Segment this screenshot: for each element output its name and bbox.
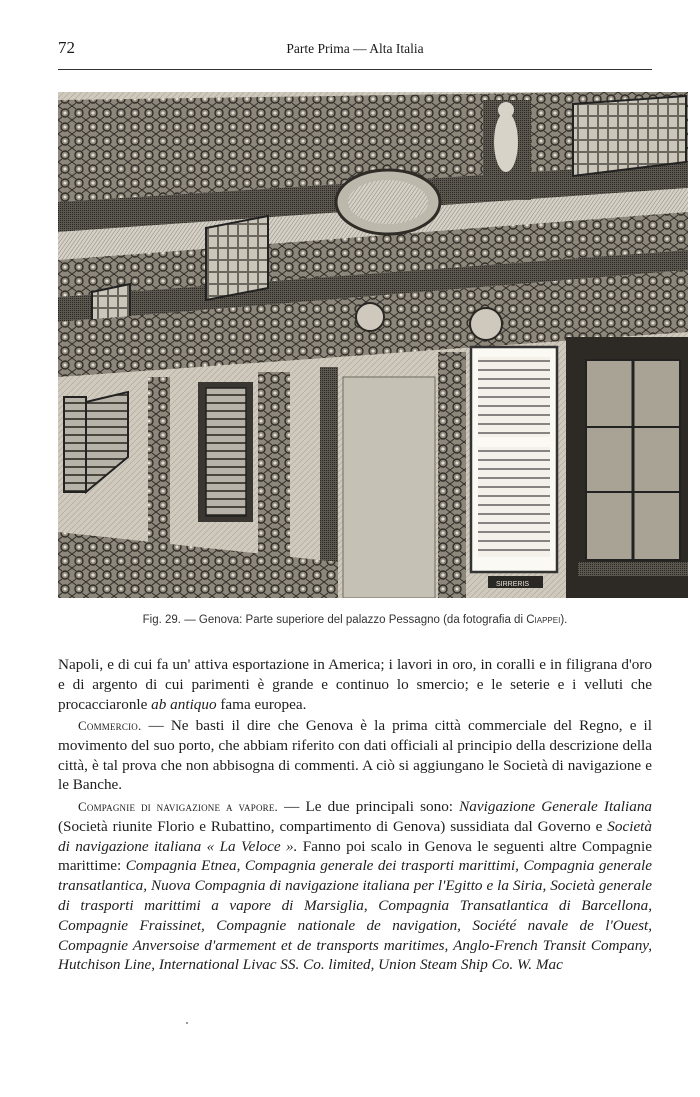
paragraph-exports — [58, 655, 652, 714]
caption-end: ). — [560, 614, 568, 626]
section-head-commercio: Commercio. — [78, 718, 142, 733]
paragraph-compagnie — [58, 797, 652, 975]
engraver-signature: SIRRERIS — [496, 581, 530, 588]
figure-caption — [58, 614, 652, 626]
italic-phrase: ab antiquo — [151, 695, 217, 713]
paragraph-text: Napoli, e di cui fa un' attiva esportazione in America; i lavori in oro, in coralli e in filigrana d'oro e di argento di cui parimenti è grande e continuo lo smercio; e le seterie e i velluti che procacciaronle — [58, 656, 652, 713]
caption-text: Fig. 29. — Genova: Parte superiore del palazzo Pessagno (da fotografia di — [142, 614, 527, 626]
running-head — [58, 38, 652, 60]
paragraph-text: Fanno poi scalo in Genova le seguenti altre Compagnie marittime: — [58, 837, 652, 875]
paragraph-text: (Società riunite Florio e Rubattino, compartimento di Genova) sussidiata dal Governo e — [58, 817, 608, 835]
italic-company-name: Società di navigazione italiana « La Veloce ». — [58, 817, 652, 855]
paragraph-text: — Le due principali sono: — [278, 798, 460, 815]
print-speck — [186, 1022, 188, 1024]
caption-credit: Ciappei — [526, 614, 561, 626]
page-number: 72 — [58, 38, 75, 57]
italic-company-list: Compagnia Etnea, Compagnia generale dei trasporti marittimi, Compagnia generale transatlantica, Nuova Compagnia di navigazione italiana per l'Egitto e la Siria, Società generale di trasporti marittimi a vapore di Marsiglia, Compagnia Transatlantica di Barcellona, Compagnie Fraissinet, Compagnie nationale de navigation, Société navale de l'Ouest, Compagnie Anversoise d'armement et de transports maritimes, Anglo-French Transit Company, Hutchison Line, International Livac SS. Co. limited, Union Steam Ship Co. W. Mac — [58, 857, 652, 974]
italic-company-name: Navigazione Generale Italiana — [459, 798, 653, 815]
engraving-palazzo-pessagno — [58, 92, 688, 598]
header-rule — [58, 69, 652, 70]
paragraph-text: — Ne basti il dire che Genova è la prima città commerciale del Regno, e il movimento del suo porto, che abbiam riferito con dati officiali al principio della descrizione della città, è tal prova che non abbisogna di commenti. A ciò si aggiungano le Società di navigazione e le Banche. — [58, 717, 652, 794]
running-title: Parte Prima — Alta Italia — [286, 41, 424, 56]
paragraph-text-end: fama europea. — [216, 695, 307, 713]
section-head-compagnie: Compagnie di navigazione a vapore. — [78, 799, 278, 814]
paragraph-commercio — [58, 716, 652, 795]
engraving-illustration — [58, 92, 688, 598]
